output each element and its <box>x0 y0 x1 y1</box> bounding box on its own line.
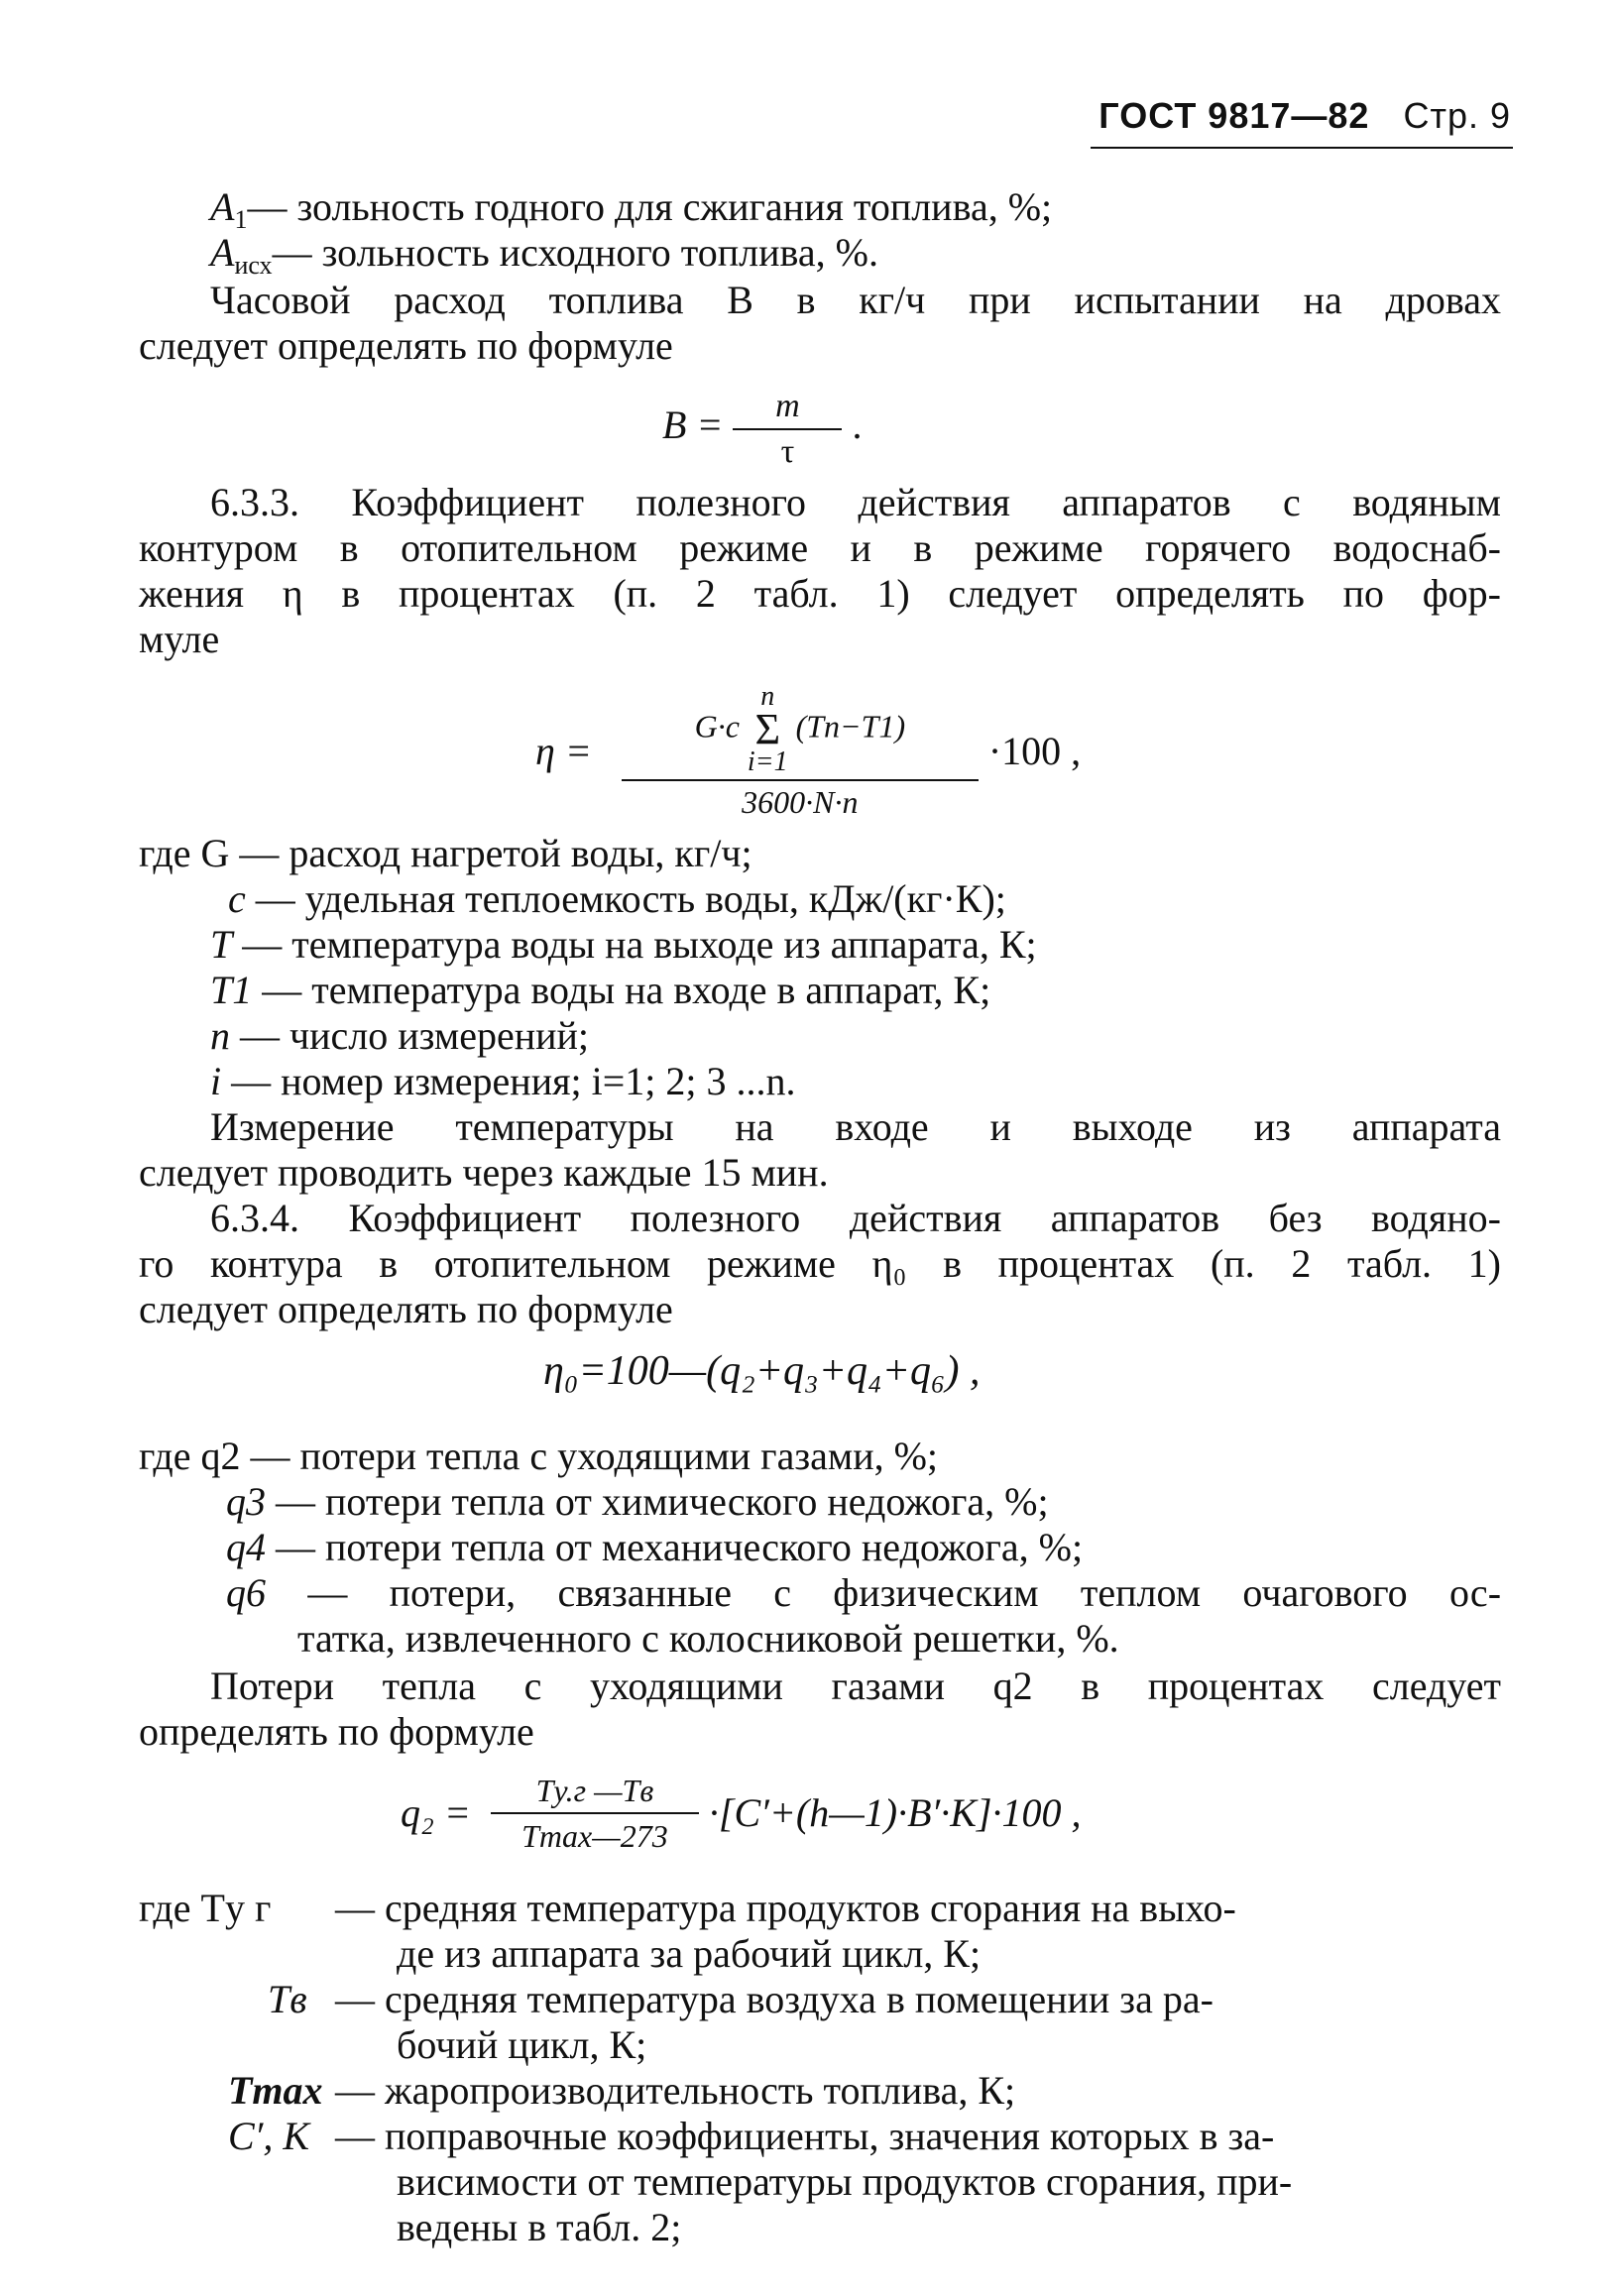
para-b-line2: следует определять по формуле <box>139 323 673 368</box>
page-header <box>1098 95 1511 137</box>
para-q2-line1: Потери тепла с уходящими газами q2 в процентах следует <box>210 1664 1501 1708</box>
para-b-line1: Часовой расход топлива B в кг/ч при испытании на дровах <box>210 278 1501 322</box>
def-tmax: Tmax — жаропроизводительность топлива, К; <box>228 2068 1016 2113</box>
def-tv-cont: бочий цикл, К; <box>397 2022 647 2067</box>
def-aisx: $A_{исх}—$ зольность исходного топлива, %. <box>210 230 878 280</box>
def-tug-cont: де из аппарата за рабочий цикл, К; <box>397 1931 982 1976</box>
formula-b-denominator: τ <box>780 433 795 470</box>
formula-eta0: η₀=100—(q₂+q₃+q₄+q₆) , <box>543 1348 981 1394</box>
def-tv: Tв — средняя температура воздуха в помещении за ра- <box>268 1977 1214 2021</box>
def-ck-cont2: ведены в табл. 2; <box>397 2205 682 2249</box>
formula-eta: η = G·c n Σ i=1 (Tn−T1) 3600·N·n ·100 , <box>535 681 1082 820</box>
def-q2: где q2 — потери тепла с уходящими газами, %; <box>139 1434 939 1478</box>
formula-q2: q₂ = $\frac{Tу.г —Tв}{Tmax—273}$ ·[C′+(h—1)·B′·K]·100 , <box>401 1773 1082 1854</box>
para-measure-line2: следует проводить через каждые 15 мин. <box>139 1150 829 1195</box>
def-q6: q6 — потери, связанные с физическим теплом очагового ос- <box>226 1570 1502 1615</box>
para-634-line2: го контура в отопительном режиме η₀ в процентах (п. 2 табл. 1) <box>139 1241 1501 1286</box>
def-t: T — температура воды на выходе из аппарата, К; <box>210 922 1037 967</box>
para-633-line3: жения η в процентах (п. 2 табл. 1) следует определять по фор- <box>139 571 1501 616</box>
def-q4: q4 — потери тепла от механического недожога, %; <box>226 1525 1084 1569</box>
def-t1: T1 — температура воды на входе в аппарат, К; <box>210 968 991 1012</box>
def-ck-cont1: висимости от температуры продуктов сгорания, при- <box>397 2159 1293 2204</box>
def-i: i — номер измерения; i=1; 2; 3 ...n. <box>210 1059 796 1103</box>
def-a1: $A_1—$ зольность годного для сжигания топлива, %; <box>210 184 1053 234</box>
formula-q2-numerator: Tу.г —Tв <box>491 1773 699 1814</box>
def-c: c — удельная теплоемкость воды, кДж/(кг·К); <box>228 876 1006 921</box>
def-tug: где Tу г — средняя температура продуктов сгорания на выхо- <box>139 1886 1236 1930</box>
def-q3: q3 — потери тепла от химического недожога, %; <box>226 1479 1049 1524</box>
formula-b: B = $\frac{m}{\tau}$ . <box>662 388 863 470</box>
formula-eta-numerator: G·c n Σ i=1 (Tn−T1) <box>622 684 979 781</box>
def-ck: C′, K — поправочные коэффициенты, значения которых в за- <box>228 2114 1275 2158</box>
formula-b-numerator: m <box>733 389 842 430</box>
para-measure-line1: Измерение температуры на входе и выходе из аппарата <box>210 1104 1501 1149</box>
def-g: где G — расход нагретой воды, кг/ч; <box>139 831 752 875</box>
standard-number: ГОСТ 9817—82 <box>1098 95 1370 136</box>
def-n: n — число измерений; <box>210 1013 590 1058</box>
para-q2-line2: определять по формуле <box>139 1709 534 1754</box>
para-633-line1: 6.3.3. Коэффициент полезного действия аппаратов с водяным <box>210 480 1501 524</box>
formula-eta-denominator: 3600·N·n <box>742 784 859 820</box>
para-633-line2: контуром в отопительном режиме и в режиме горячего водоснаб- <box>139 525 1501 570</box>
para-634-line1: 6.3.4. Коэффициент полезного действия аппаратов без водяно- <box>210 1196 1501 1240</box>
page-number: Стр. 9 <box>1403 95 1511 136</box>
def-q6-cont: татка, извлеченного с колосниковой решетки, %. <box>297 1616 1119 1661</box>
header-rule <box>1091 147 1513 149</box>
formula-q2-denominator: Tmax—273 <box>521 1818 668 1854</box>
para-633-line4: муле <box>139 617 220 661</box>
para-634-line3: следует определять по формуле <box>139 1287 673 1331</box>
